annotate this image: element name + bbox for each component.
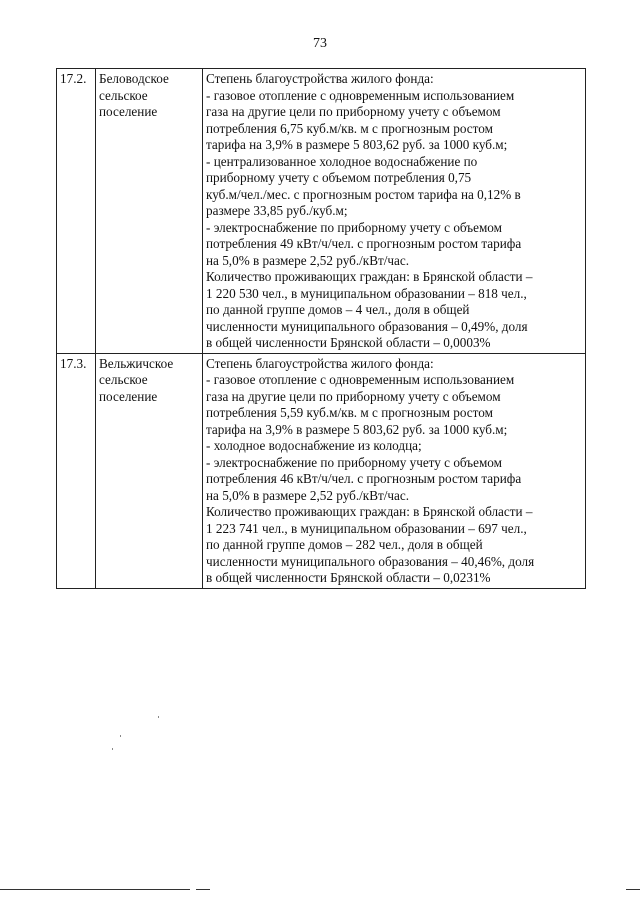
- table-row: [57, 353, 586, 588]
- scan-speck: [158, 716, 159, 718]
- description-line: Количество проживающих граждан: в Брянской области –: [206, 504, 533, 519]
- settlement-name-line: Беловодское: [99, 71, 169, 86]
- description-line: потребления 49 кВт/ч/чел. с прогнозным ростом тарифа: [206, 236, 522, 251]
- description-line: - централизованное холодное водоснабжение по: [206, 153, 478, 169]
- row-number: 17.3.: [60, 355, 87, 371]
- description-line: тарифа на 3,9% в размере 5 803,62 руб. за 1000 куб.м;: [206, 421, 508, 437]
- description-line: куб.м/чел./мес. с прогнозным ростом тарифа на 0,12% в: [206, 186, 521, 202]
- description-line: - газовое отопление с одновременным использованием: [206, 372, 515, 387]
- description-line: тарифа на 3,9% в размере 5 803,62 руб. за 1000 куб.м;: [206, 137, 508, 152]
- description-line: - электроснабжение по приборному учету с объемом: [206, 454, 502, 470]
- settlement-name-line: сельское: [99, 372, 148, 387]
- description-line: газа на другие цели по приборному учету с объемом: [206, 388, 501, 404]
- table-row: [57, 69, 586, 354]
- description-line: в общей численности Брянской области – 0,0003%: [206, 335, 491, 350]
- description-line: численности муниципального образования – 0,49%, доля: [206, 318, 528, 334]
- settlement-name-line: Вельжичское: [99, 355, 174, 371]
- row-number-cell: [57, 353, 96, 588]
- description-line: на 5,0% в размере 2,52 руб./кВт/час.: [206, 252, 410, 268]
- row-number-cell: [57, 69, 96, 354]
- row-number: 17.2.: [60, 71, 87, 86]
- settlement-name-line: поселение: [99, 388, 158, 404]
- scan-speck: [112, 748, 113, 750]
- description-cell: [203, 69, 586, 354]
- footer-rule-right: [626, 889, 640, 890]
- scan-speck: [120, 735, 121, 737]
- description-line: приборному учету с объемом потребления 0,75: [206, 170, 472, 185]
- settlement-name-line: поселение: [99, 104, 158, 119]
- description-line: Количество проживающих граждан: в Брянской области –: [206, 269, 533, 284]
- description-line: в общей численности Брянской области – 0,0231%: [206, 570, 491, 585]
- description-line: Степень благоустройства жилого фонда:: [206, 71, 434, 86]
- settlements-table: [56, 68, 586, 589]
- description-line: по данной группе домов – 282 чел., доля в общей: [206, 537, 483, 552]
- description-line: размере 33,85 руб./куб.м;: [206, 203, 348, 218]
- settlement-name-line: сельское: [99, 87, 148, 103]
- description-line: Степень благоустройства жилого фонда:: [206, 355, 434, 371]
- page-number: 73: [313, 36, 327, 51]
- description-line: - электроснабжение по приборному учету с объемом: [206, 219, 502, 235]
- description-line: по данной группе домов – 4 чел., доля в общей: [206, 302, 470, 317]
- description-line: 1 223 741 чел., в муниципальном образовании – 697 чел.,: [206, 520, 527, 536]
- description-line: - газовое отопление с одновременным использованием: [206, 87, 515, 103]
- settlement-name-cell: [96, 353, 203, 588]
- footer-rule-left: [0, 889, 190, 890]
- description-line: газа на другие цели по приборному учету с объемом: [206, 104, 501, 119]
- description-line: потребления 46 кВт/ч/чел. с прогнозным ростом тарифа: [206, 471, 522, 486]
- description-line: 1 220 530 чел., в муниципальном образовании – 818 чел.,: [206, 285, 527, 301]
- description-line: численности муниципального образования – 40,46%, доля: [206, 553, 535, 569]
- description-line: на 5,0% в размере 2,52 руб./кВт/час.: [206, 487, 410, 503]
- description-line: потребления 5,59 куб.м/кв. м с прогнозным ростом: [206, 405, 493, 420]
- description-line: потребления 6,75 куб.м/кв. м с прогнозным ростом: [206, 120, 493, 136]
- footer-rule-short: [196, 889, 210, 890]
- description-cell: [203, 353, 586, 588]
- table-body: [57, 69, 586, 589]
- description-line: - холодное водоснабжение из колодца;: [206, 438, 422, 453]
- settlement-name-cell: [96, 69, 203, 354]
